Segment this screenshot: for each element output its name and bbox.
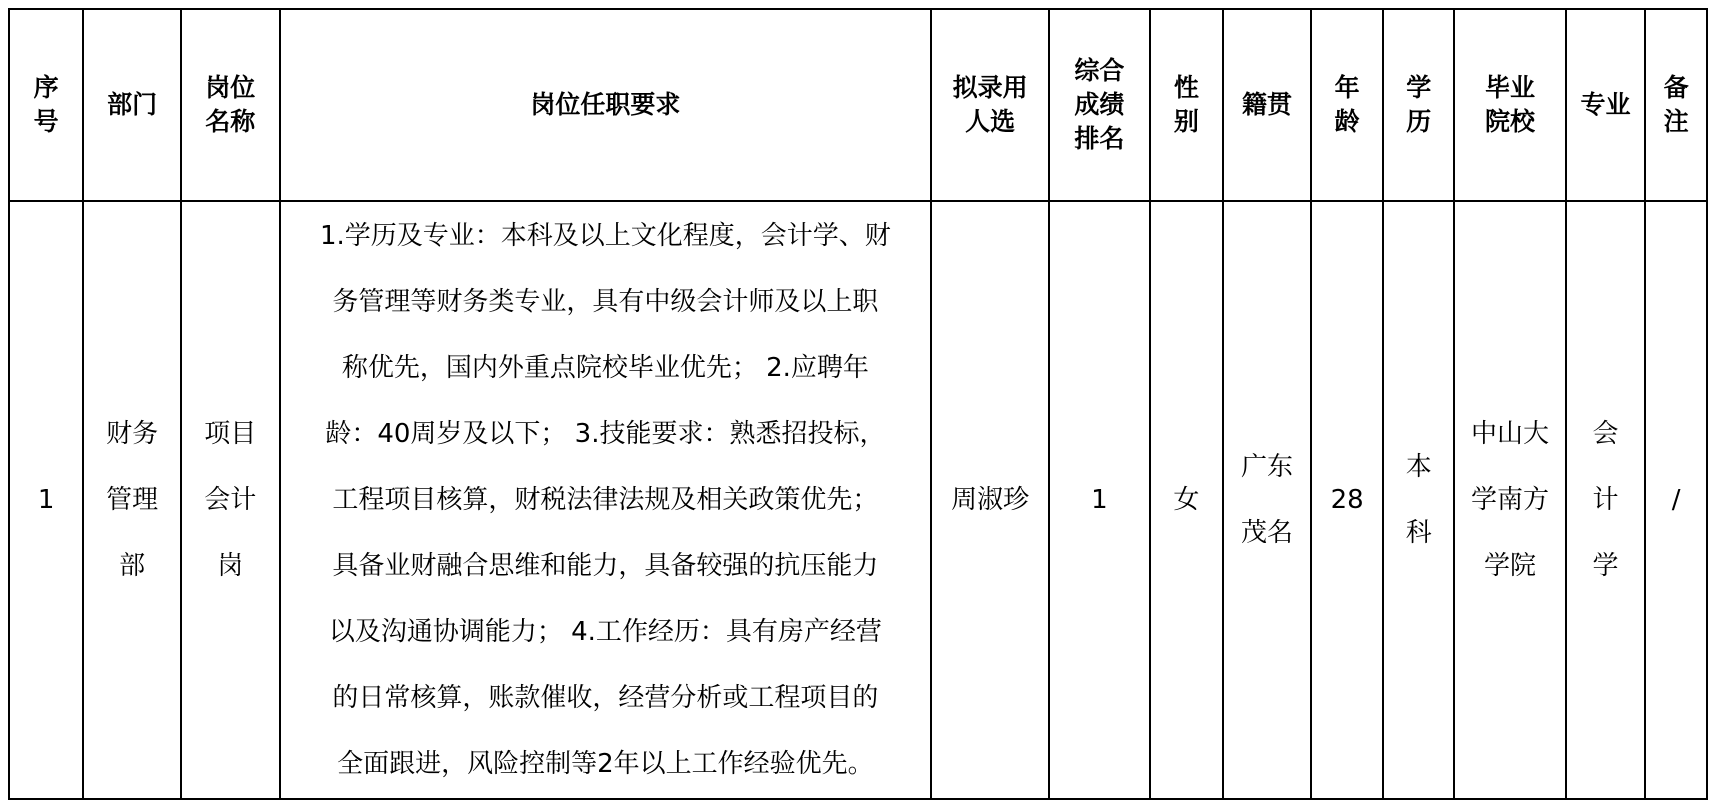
- requirement-line: 具备业财融合思维和能力，具备较强的抗压能力: [332, 551, 879, 581]
- header-school: 毕业 院校: [1454, 9, 1565, 201]
- cell-candidate: 周淑珍: [931, 201, 1049, 799]
- requirement-line: 称优先，国内外重点院校毕业优先； 2.应聘年: [341, 353, 869, 383]
- cell-school: 中山大 学南方 学院: [1454, 201, 1565, 799]
- table-row: [9, 201, 1707, 799]
- cell-age: 28: [1311, 201, 1383, 799]
- requirement-line: 龄：40周岁及以下； 3.技能要求：熟悉招投标，: [325, 419, 886, 449]
- cell-education: 本 科: [1383, 201, 1454, 799]
- header-requirements: 岗位任职要求: [280, 9, 932, 201]
- cell-remark: /: [1645, 201, 1707, 799]
- requirement-line: 1.学历及专业：本科及以上文化程度，会计学、财: [319, 221, 891, 251]
- cell-rank: 1: [1049, 201, 1150, 799]
- cell-seq: 1: [9, 201, 83, 799]
- cell-major: 会 计 学: [1566, 201, 1646, 799]
- header-candidate: 拟录用 人选: [931, 9, 1049, 201]
- cell-dept: 财务 管理 部: [83, 201, 181, 799]
- header-row: [9, 9, 1707, 201]
- requirement-line: 全面跟进，风险控制等2年以上工作经验优先。: [337, 749, 874, 779]
- header-gender: 性 别: [1150, 9, 1223, 201]
- header-age: 年 龄: [1311, 9, 1383, 201]
- recruitment-table: [8, 8, 1708, 800]
- header-origin: 籍贯: [1223, 9, 1311, 201]
- header-education: 学 历: [1383, 9, 1454, 201]
- cell-requirements: [280, 201, 932, 799]
- requirement-line: 务管理等财务类专业，具有中级会计师及以上职: [332, 287, 879, 317]
- requirement-line: 的日常核算，账款催收，经营分析或工程项目的: [332, 683, 879, 713]
- header-remark: 备 注: [1645, 9, 1707, 201]
- header-rank: 综合 成绩 排名: [1049, 9, 1150, 201]
- requirement-line: 以及沟通协调能力； 4.工作经历：具有房产经营: [328, 617, 882, 647]
- header-seq: 序 号: [9, 9, 83, 201]
- header-dept: 部门: [83, 9, 181, 201]
- cell-origin: 广东 茂名: [1223, 201, 1311, 799]
- header-post: 岗位 名称: [181, 9, 280, 201]
- requirement-line: 工程项目核算，财税法律法规及相关政策优先；: [332, 485, 879, 515]
- header-major: 专业: [1566, 9, 1646, 201]
- cell-gender: 女: [1150, 201, 1223, 799]
- cell-post: 项目 会计 岗: [181, 201, 280, 799]
